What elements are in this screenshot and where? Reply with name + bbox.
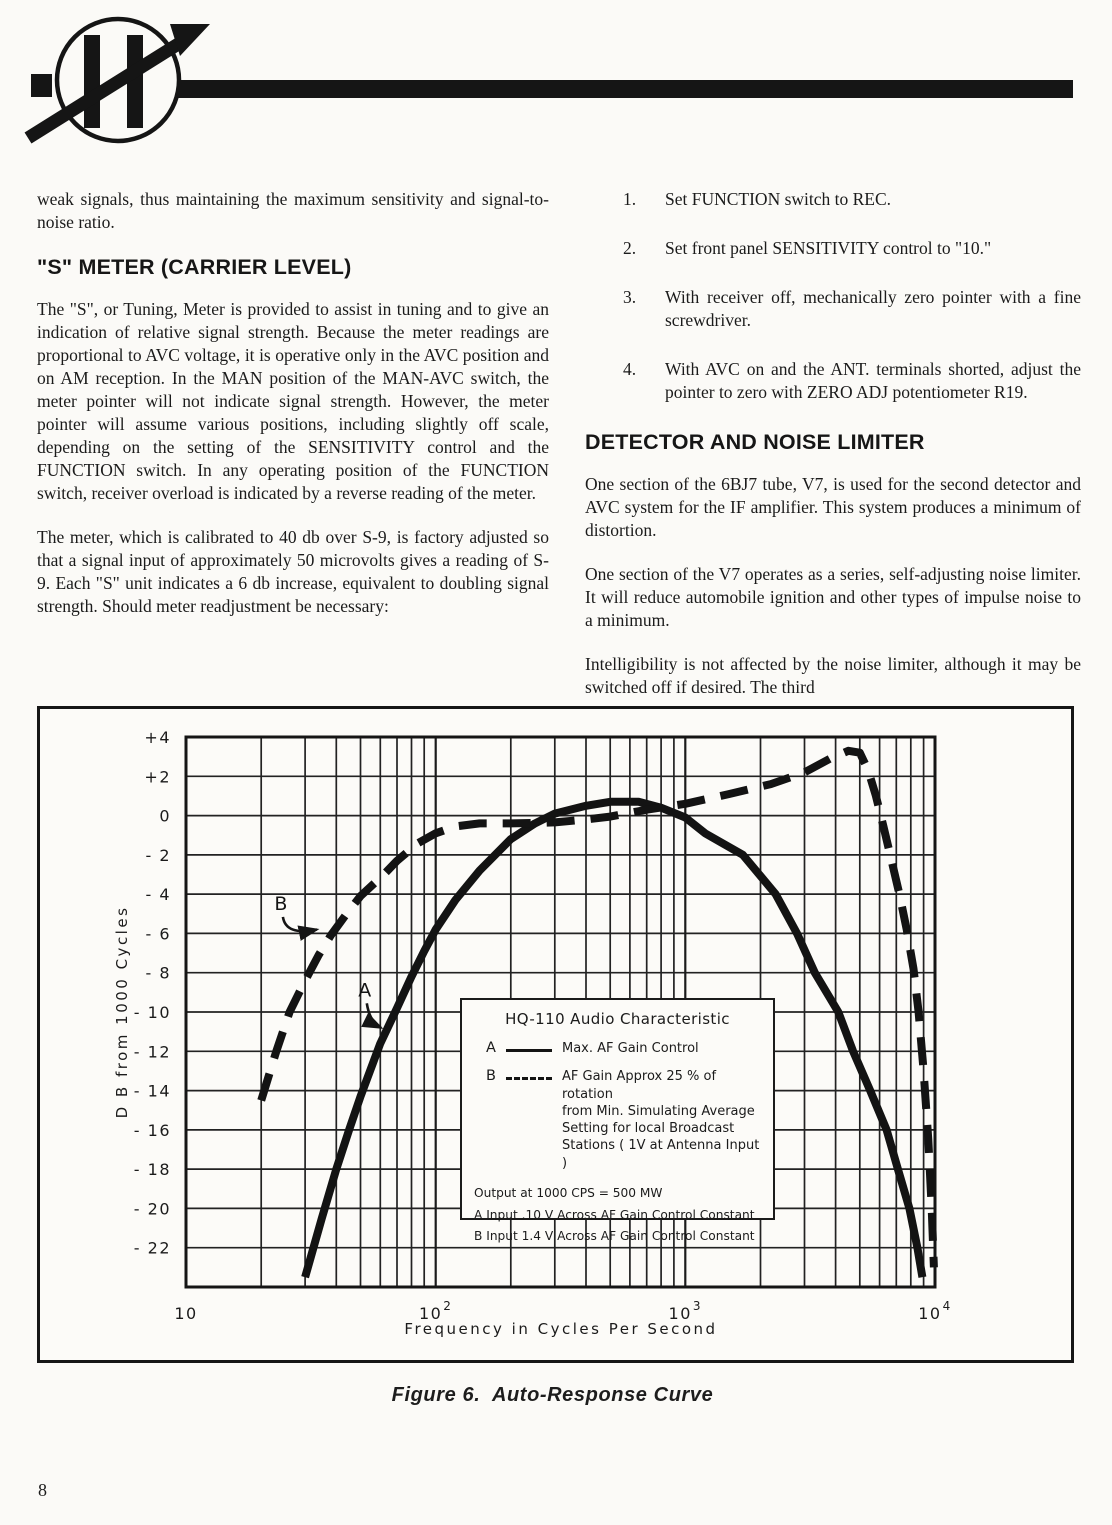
paragraph-detector-1: One section of the 6BJ7 tube, V7, is used for the second detector and AVC system for the IF amplifier. This system produces a minimum of distortion. — [585, 474, 1081, 540]
svg-text:A: A — [358, 979, 372, 1002]
legend-text-b: AF Gain Approx 25 % of rotation from Min. Simulating Average Setting for local Broadcast Stations ( 1V at Antenna Input ) — [562, 1069, 760, 1171]
paragraph-detector-2: One section of the V7 operates as a series, self-adjusting noise limiter. It will reduce automobile ignition and other types of impulse noise to a minimum. — [585, 564, 1081, 630]
legend-note-a-input: A Input .10 V Across AF Gain Control Constant — [474, 1207, 755, 1222]
left-column — [37, 188, 549, 639]
heading-s-meter: "S" METER (CARRIER LEVEL) — [37, 255, 352, 279]
svg-text:B: B — [274, 892, 288, 915]
page-number: 8 — [38, 1480, 47, 1500]
chart-legend — [460, 998, 775, 1244]
legend-text-a: Max. AF Gain Control — [562, 1041, 699, 1056]
svg-text:104: $10^4$ — [918, 1299, 952, 1323]
svg-text:- 8: - 8 — [145, 963, 171, 983]
list-item — [585, 358, 1081, 404]
svg-text:- 14: - 14 — [133, 1081, 171, 1101]
heading-detector-noise-limiter: DETECTOR AND NOISE LIMITER — [585, 430, 925, 454]
legend-entry-a — [486, 1040, 763, 1057]
logo-left-square — [31, 74, 52, 97]
list-number: 4. — [623, 359, 637, 379]
svg-text:- 18: - 18 — [133, 1160, 171, 1180]
paragraph-detector-3: Intelligibility is not affected by the noise limiter, although it may be switched off if desired. The third — [585, 654, 1081, 697]
list-text: Set front panel SENSITIVITY control to "10." — [665, 238, 992, 258]
right-column — [585, 188, 1081, 720]
list-text: With AVC on and the ANT. terminals shorted, adjust the pointer to zero with ZERO ADJ potentiometer R19. — [665, 359, 1081, 402]
list-item — [585, 188, 1081, 211]
svg-text:- 16: - 16 — [133, 1120, 171, 1140]
legend-note-b-input: B Input 1.4 V Across AF Gain Control Constant — [474, 1229, 755, 1244]
list-text: Set FUNCTION switch to REC. — [665, 189, 892, 209]
legend-notes — [472, 1183, 763, 1248]
svg-text:0: 0 — [159, 806, 171, 826]
svg-text:- 4: - 4 — [145, 885, 171, 905]
solid-line-swatch — [506, 1049, 552, 1057]
svg-text:+4: +4 — [144, 728, 171, 747]
list-number: 1. — [623, 189, 637, 209]
paragraph-weak-signals: weak signals, thus maintaining the maximum sensitivity and signal-to-noise ratio. — [37, 189, 549, 232]
svg-text:- 10: - 10 — [133, 1003, 171, 1022]
list-item — [585, 237, 1081, 260]
svg-text:+2: +2 — [144, 767, 171, 787]
logo-h-bar-left — [84, 35, 100, 128]
list-number: 3. — [623, 287, 637, 307]
list-item — [585, 286, 1081, 332]
svg-text:- 6: - 6 — [145, 924, 171, 944]
paragraph-s-meter-2: The meter, which is calibrated to 40 db over S-9, is factory adjusted so that a signal input of approximately 50 microvolts gives a reading of S-9. Each "S" unit indicates a 6 db increase, equivalent to doubling signal strength. Should meter readjustment be necessary: — [37, 527, 549, 616]
legend-key-b: B — [486, 1068, 496, 1085]
figure-caption: Figure 6. Auto-Response Curve — [391, 1384, 714, 1406]
legend-entry-b — [486, 1068, 763, 1172]
figure-frame — [37, 706, 1074, 1363]
list-number: 2. — [623, 238, 637, 258]
svg-text:Frequency in Cycles Per Second: Frequency in Cycles Per Second — [404, 1320, 718, 1338]
svg-text:- 2: - 2 — [145, 845, 171, 865]
svg-text:103: $10^3$ — [668, 1299, 703, 1323]
svg-text:D B from 1000 Cycles: D B from 1000 Cycles — [113, 905, 131, 1119]
dashed-line-swatch — [506, 1077, 552, 1172]
list-text: With receiver off, mechanically zero pointer with a fine screwdriver. — [665, 287, 1081, 330]
legend-note-output: Output at 1000 CPS = 500 MW — [474, 1185, 663, 1200]
paragraph-s-meter-1: The "S", or Tuning, Meter is provided to assist in tuning and to give an indication of relative signal strength. Because the meter readings are proportional to AVC voltage, it is operative only in the AVC position and on AM reception. In the MAN position of the MAN-AVC switch, the meter pointer will not indicate signal strength. However, the meter pointer will assume various positions, including slightly off scale, depending on the setting of the SENSITIVITY control and the FUNCTION switch. In any operating position of the FUNCTION switch, receiver overload is indicated by a reverse reading of the meter. — [37, 299, 549, 503]
svg-text:- 20: - 20 — [133, 1199, 171, 1219]
svg-text:10: 10 — [174, 1304, 198, 1323]
legend-key-a: A — [486, 1040, 496, 1056]
svg-text:102: $10^2$ — [418, 1299, 453, 1323]
masthead-rule — [178, 80, 1073, 98]
svg-text:- 12: - 12 — [133, 1042, 171, 1062]
legend-title: HQ-110 Audio Characteristic — [505, 1010, 730, 1028]
svg-text:- 22: - 22 — [133, 1238, 171, 1258]
